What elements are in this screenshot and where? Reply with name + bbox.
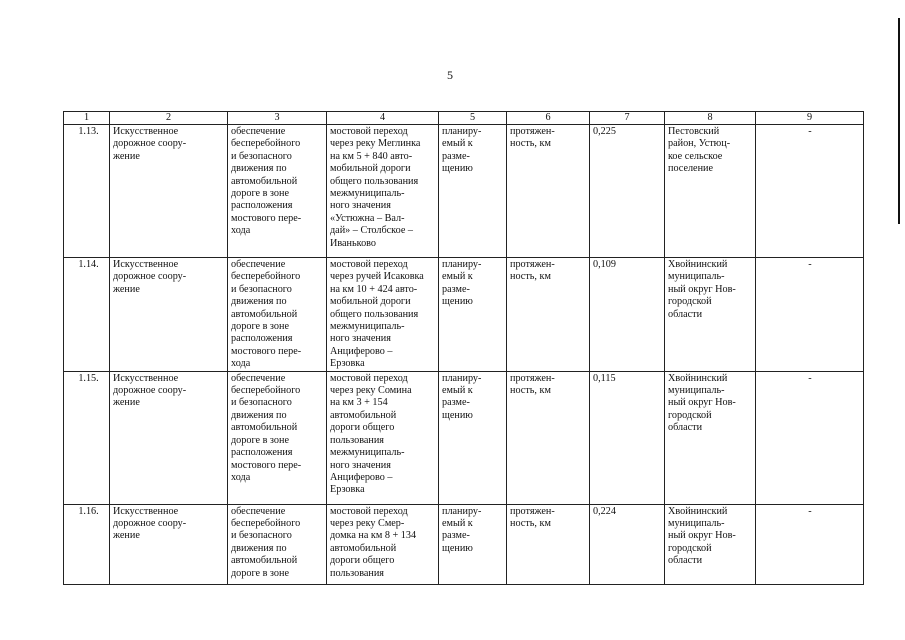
characteristic-cell <box>507 371 590 504</box>
cell-line: дай» – Столбское – <box>330 225 413 237</box>
cell-line: на км 3 + 154 <box>330 397 388 409</box>
cell-line: Пестовский <box>668 126 720 137</box>
cell-line: хода <box>231 358 251 370</box>
cell-line: и безопасного <box>231 530 292 542</box>
cell-line: межмуниципаль- <box>330 447 405 459</box>
cell-line: расположения <box>231 333 293 345</box>
cell-line: ного значения <box>330 459 391 471</box>
cell-line: обеспечение <box>231 505 286 517</box>
cell-line: дороге в зоне <box>231 434 289 446</box>
cell-line: емый к <box>442 518 473 530</box>
cell-line: через реку Смер- <box>330 518 405 530</box>
purpose-cell <box>228 504 327 584</box>
cell-line: планиру- <box>442 126 482 137</box>
cell-line: ный округ Нов- <box>668 397 736 409</box>
cell-line: дорожное соору- <box>113 138 187 150</box>
cell-line: дороге в зоне <box>231 321 289 333</box>
status-cell <box>439 504 507 584</box>
value-cell: 0,225 <box>590 125 665 258</box>
cell-line: бесперебойного <box>231 271 301 283</box>
location-cell <box>665 504 756 584</box>
header-cell-7: 7 <box>590 112 665 125</box>
row-number-cell: 1.15. <box>64 371 110 504</box>
cell-line: автомобильной <box>231 422 298 434</box>
cell-line: дороги общего <box>330 555 395 567</box>
cell-line: протяжен- <box>510 372 555 384</box>
header-cell-1: 1 <box>64 112 110 125</box>
cell-line: мостовой переход <box>330 126 408 137</box>
header-cell-6: 6 <box>507 112 590 125</box>
cell-line: Хвойнинский <box>668 505 728 517</box>
cell-line: автомобильной <box>330 409 397 421</box>
cell-line: ность, км <box>510 138 551 150</box>
cell-line: Искусственное <box>113 372 179 384</box>
cell-line: движения по <box>231 542 287 554</box>
row-number-cell: 1.14. <box>64 258 110 372</box>
cell-line: разме- <box>442 150 470 162</box>
cell-line: Анциферово – <box>330 345 393 357</box>
status-cell <box>439 371 507 504</box>
cell-line: мобильной дороги <box>330 163 411 175</box>
cell-line: Искусственное <box>113 505 179 517</box>
cell-line: хода <box>231 471 251 483</box>
cell-line: планиру- <box>442 372 482 384</box>
note-cell: - <box>756 504 864 584</box>
cell-line: дорожное соору- <box>113 385 187 397</box>
cell-line: муниципаль- <box>668 271 725 283</box>
cell-line: городской <box>668 296 712 308</box>
cell-line: дороги общего <box>330 422 395 434</box>
cell-line: через реку Меглинка <box>330 138 421 150</box>
cell-line: движения по <box>231 409 287 421</box>
cell-line: щению <box>442 163 473 175</box>
cell-line: через ручей Исаковка <box>330 271 424 283</box>
description-cell <box>327 125 439 258</box>
cell-line: движения по <box>231 163 287 175</box>
cell-line: автомобильной <box>231 175 298 187</box>
cell-line: емый к <box>442 138 473 150</box>
value-cell: 0,109 <box>590 258 665 372</box>
cell-line: обеспечение <box>231 126 286 137</box>
cell-line: щению <box>442 542 473 554</box>
characteristic-cell <box>507 258 590 372</box>
cell-line: межмуниципаль- <box>330 188 405 200</box>
cell-line: домка на км 8 + 134 <box>330 530 417 542</box>
cell-line: и безопасного <box>231 397 292 409</box>
cell-line: хода <box>231 225 251 237</box>
cell-line: межмуниципаль- <box>330 321 405 333</box>
cell-line: жение <box>113 397 140 409</box>
cell-line: Хвойнинский <box>668 372 728 384</box>
cell-line: Хвойнинский <box>668 259 728 270</box>
location-cell <box>665 258 756 372</box>
value-cell: 0,224 <box>590 504 665 584</box>
cell-line: городской <box>668 409 712 421</box>
cell-line: расположения <box>231 200 293 212</box>
cell-line: через реку Сомина <box>330 385 412 397</box>
cell-line: бесперебойного <box>231 518 301 530</box>
cell-line: области <box>668 422 703 434</box>
object-name-cell <box>110 125 228 258</box>
purpose-cell <box>228 258 327 372</box>
cell-line: протяжен- <box>510 505 555 517</box>
cell-line: мостового пере- <box>231 345 302 357</box>
cell-line: жение <box>113 283 140 295</box>
cell-line: Иваньково <box>330 237 377 249</box>
cell-line: обеспечение <box>231 259 286 270</box>
cell-line: мостовой переход <box>330 505 408 517</box>
cell-line: общего пользования <box>330 175 419 187</box>
cell-line: и безопасного <box>231 283 292 295</box>
object-name-cell <box>110 371 228 504</box>
cell-line: движения по <box>231 296 287 308</box>
cell-line: планиру- <box>442 505 482 517</box>
cell-line: пользования <box>330 434 384 446</box>
value-cell: 0,115 <box>590 371 665 504</box>
table-row <box>64 371 864 504</box>
description-cell <box>327 504 439 584</box>
cell-line: ный округ Нов- <box>668 283 736 295</box>
status-cell <box>439 125 507 258</box>
cell-line: ного значения <box>330 333 391 345</box>
cell-line: области <box>668 308 703 320</box>
cell-line: разме- <box>442 397 470 409</box>
header-cell-5: 5 <box>439 112 507 125</box>
cell-line: автомобильной <box>330 542 397 554</box>
cell-line: мобильной дороги <box>330 296 411 308</box>
location-cell <box>665 125 756 258</box>
cell-line: Анциферово – <box>330 471 393 483</box>
cell-line: дорожное соору- <box>113 271 187 283</box>
cell-line: городской <box>668 542 712 554</box>
table-row <box>64 504 864 584</box>
cell-line: автомобильной <box>231 308 298 320</box>
cell-line: протяжен- <box>510 259 555 270</box>
row-number-cell: 1.16. <box>64 504 110 584</box>
location-cell <box>665 371 756 504</box>
cell-line: мостовой переход <box>330 372 408 384</box>
description-cell <box>327 258 439 372</box>
object-name-cell <box>110 258 228 372</box>
cell-line: Ерзовка <box>330 484 365 496</box>
cell-line: емый к <box>442 271 473 283</box>
note-cell: - <box>756 371 864 504</box>
cell-line: щению <box>442 296 473 308</box>
cell-line: муниципаль- <box>668 385 725 397</box>
cell-line: емый к <box>442 385 473 397</box>
cell-line: жение <box>113 530 140 542</box>
cell-line: автомобильной <box>231 555 298 567</box>
table-row <box>64 125 864 258</box>
cell-line: общего пользования <box>330 308 419 320</box>
table-header-row <box>64 112 864 125</box>
cell-line: ного значения <box>330 200 391 212</box>
purpose-cell <box>228 371 327 504</box>
header-cell-2: 2 <box>110 112 228 125</box>
page-edge-line <box>898 18 900 224</box>
cell-line: на км 5 + 840 авто- <box>330 150 413 162</box>
objects-table <box>63 111 864 585</box>
row-number-cell: 1.13. <box>64 125 110 258</box>
cell-line: Ерзовка <box>330 358 365 370</box>
header-cell-3: 3 <box>228 112 327 125</box>
cell-line: ный округ Нов- <box>668 530 736 542</box>
cell-line: поселение <box>668 163 713 175</box>
cell-line: «Устюжна – Вал- <box>330 212 405 224</box>
cell-line: муниципаль- <box>668 518 725 530</box>
cell-line: мостового пере- <box>231 212 302 224</box>
object-name-cell <box>110 504 228 584</box>
table-row <box>64 258 864 372</box>
cell-line: дороге в зоне <box>231 188 289 200</box>
cell-line: Искусственное <box>113 126 179 137</box>
cell-line: бесперебойного <box>231 138 301 150</box>
cell-line: на км 10 + 424 авто- <box>330 283 418 295</box>
header-cell-4: 4 <box>327 112 439 125</box>
note-cell: - <box>756 258 864 372</box>
cell-line: щению <box>442 409 473 421</box>
cell-line: мостового пере- <box>231 459 302 471</box>
cell-line: ность, км <box>510 271 551 283</box>
page-number: 5 <box>447 68 453 82</box>
note-cell: - <box>756 125 864 258</box>
cell-line: и безопасного <box>231 150 292 162</box>
status-cell <box>439 258 507 372</box>
cell-line: расположения <box>231 447 293 459</box>
purpose-cell <box>228 125 327 258</box>
cell-line: разме- <box>442 530 470 542</box>
cell-line: кое сельское <box>668 150 723 162</box>
cell-line: дорожное соору- <box>113 518 187 530</box>
cell-line: Искусственное <box>113 259 179 270</box>
cell-line: ность, км <box>510 518 551 530</box>
cell-line: планиру- <box>442 259 482 270</box>
cell-line: дороге в зоне <box>231 567 289 579</box>
header-cell-8: 8 <box>665 112 756 125</box>
cell-line: мостовой переход <box>330 259 408 270</box>
header-cell-9: 9 <box>756 112 864 125</box>
cell-line: ность, км <box>510 385 551 397</box>
cell-line: области <box>668 555 703 567</box>
cell-line: бесперебойного <box>231 385 301 397</box>
description-cell <box>327 371 439 504</box>
cell-line: протяжен- <box>510 126 555 137</box>
characteristic-cell <box>507 125 590 258</box>
cell-line: жение <box>113 150 140 162</box>
cell-line: пользования <box>330 567 384 579</box>
cell-line: разме- <box>442 283 470 295</box>
cell-line: район, Устюц- <box>668 138 731 150</box>
cell-line: обеспечение <box>231 372 286 384</box>
characteristic-cell <box>507 504 590 584</box>
